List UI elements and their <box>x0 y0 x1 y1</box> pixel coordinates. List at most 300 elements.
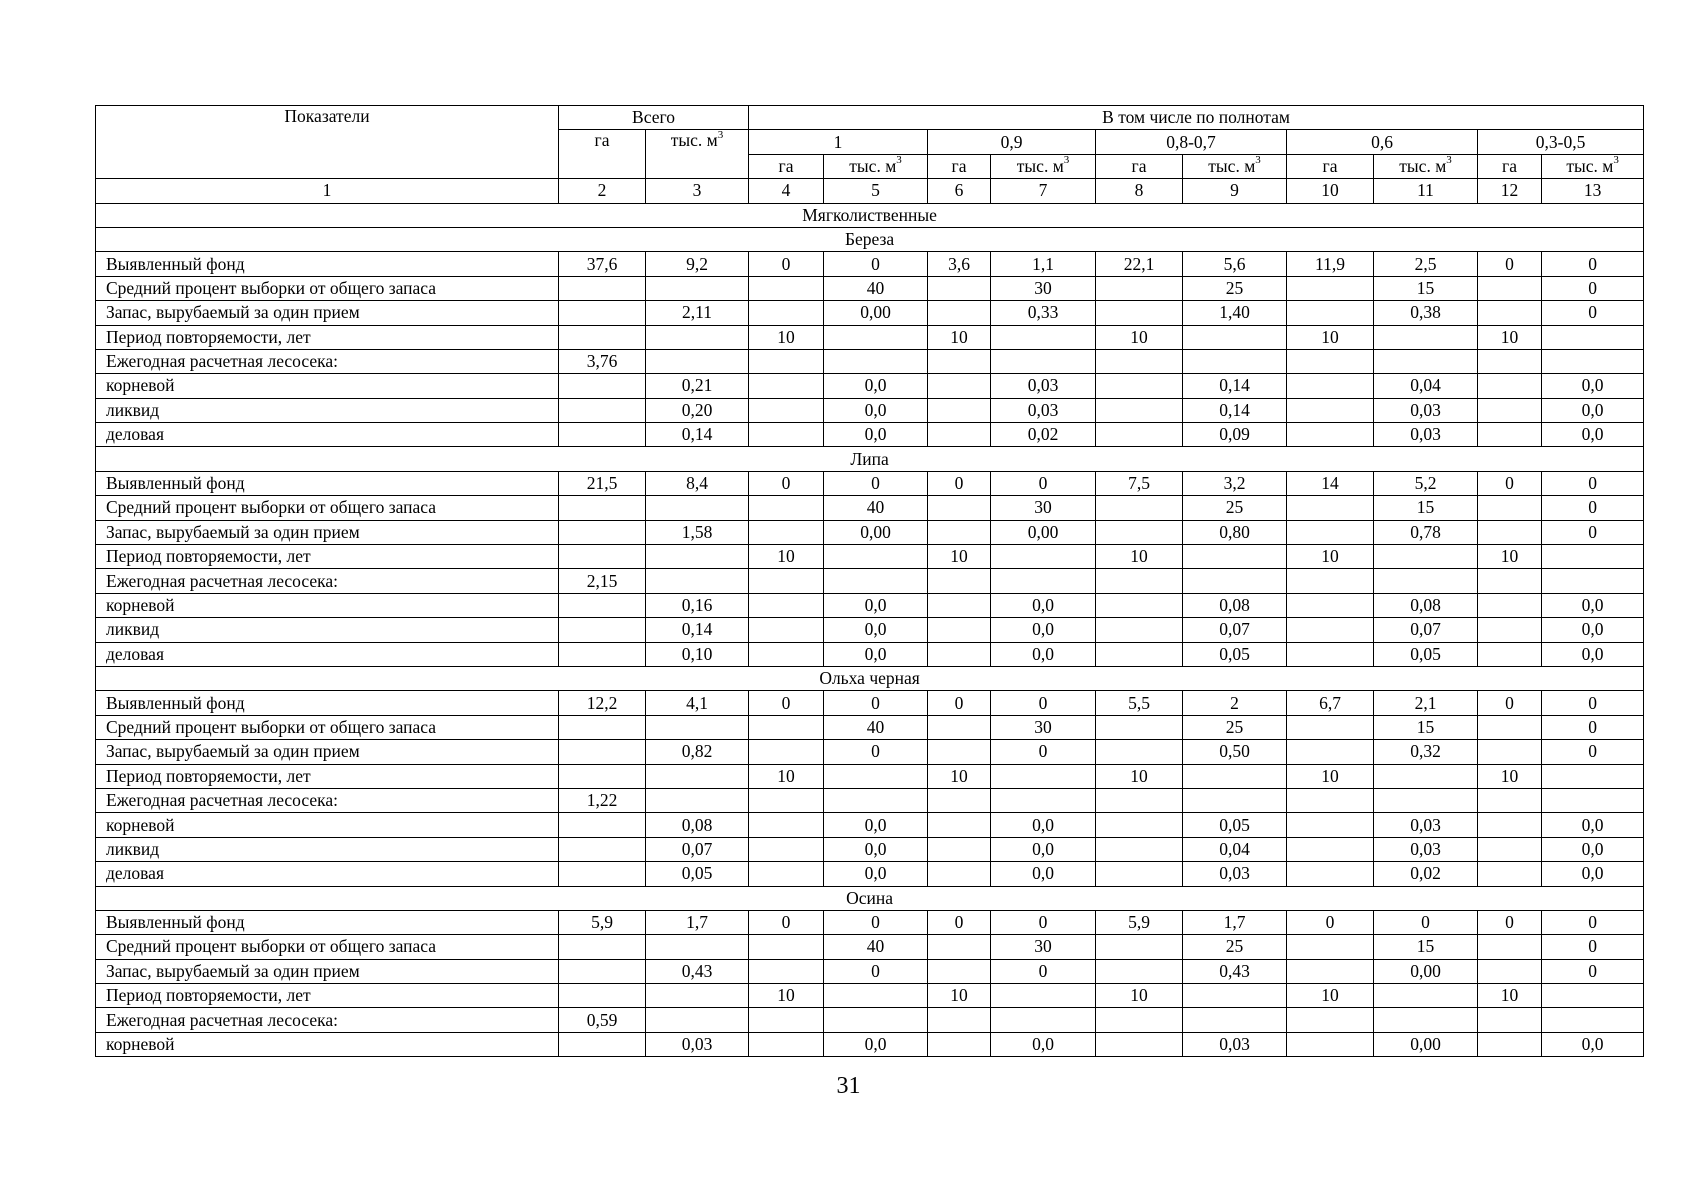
header-total-ha: га <box>559 130 646 179</box>
table-cell <box>1478 1008 1542 1032</box>
header-vol-4: тыс. $м^3$ <box>1374 154 1478 178</box>
table-cell <box>1478 813 1542 837</box>
table-cell <box>1096 788 1183 812</box>
table-cell: 0,0 <box>824 1032 928 1056</box>
table-cell <box>1287 276 1374 300</box>
table-cell: 0,0 <box>824 423 928 447</box>
table-cell: 0,03 <box>1374 398 1478 422</box>
table-cell <box>1287 1008 1374 1032</box>
table-cell <box>824 764 928 788</box>
col-number: 6 <box>928 179 991 203</box>
table-cell: 10 <box>928 764 991 788</box>
row-label: Ежегодная расчетная лесосека: <box>96 569 559 593</box>
table-cell <box>559 618 646 642</box>
table-cell: 1,1 <box>991 252 1096 276</box>
table-row <box>96 618 1644 642</box>
table-cell <box>991 545 1096 569</box>
table-cell: 10 <box>749 545 824 569</box>
table-row <box>96 349 1644 373</box>
table-cell <box>1478 959 1542 983</box>
table-row <box>96 520 1644 544</box>
table-cell <box>928 740 991 764</box>
table-cell <box>749 1032 824 1056</box>
table-cell <box>1287 715 1374 739</box>
table-cell: 0 <box>928 471 991 495</box>
table-cell <box>1287 837 1374 861</box>
table-cell <box>1478 349 1542 373</box>
table-cell <box>749 496 824 520</box>
table-cell <box>824 545 928 569</box>
table-cell: 0,07 <box>1183 618 1287 642</box>
col-number: 10 <box>1287 179 1374 203</box>
table-cell <box>1096 423 1183 447</box>
table-cell: 0,16 <box>646 593 749 617</box>
table-cell: 0 <box>824 959 928 983</box>
table-cell <box>559 642 646 666</box>
table-cell <box>646 325 749 349</box>
table-cell: 3,76 <box>559 349 646 373</box>
table-cell <box>1374 1008 1478 1032</box>
table-cell <box>1478 496 1542 520</box>
table-cell: 7,5 <box>1096 471 1183 495</box>
col-number: 2 <box>559 179 646 203</box>
table-cell <box>991 764 1096 788</box>
table-cell: 12,2 <box>559 691 646 715</box>
row-label: корневой <box>96 593 559 617</box>
table-cell <box>559 715 646 739</box>
table-cell <box>749 423 824 447</box>
table-cell: 15 <box>1374 715 1478 739</box>
row-label: Выявленный фонд <box>96 691 559 715</box>
table-row <box>96 862 1644 886</box>
table-cell: 2 <box>1183 691 1287 715</box>
table-cell <box>1096 642 1183 666</box>
table-cell <box>928 935 991 959</box>
table-cell <box>749 276 824 300</box>
table-cell: 0 <box>991 471 1096 495</box>
table-cell <box>1374 984 1478 1008</box>
forest-data-table <box>95 105 1644 1057</box>
table-cell: 10 <box>749 984 824 1008</box>
table-cell: 10 <box>928 545 991 569</box>
table-cell: 0,0 <box>824 862 928 886</box>
table-cell <box>1374 349 1478 373</box>
table-cell: 0 <box>1478 691 1542 715</box>
table-cell <box>1287 813 1374 837</box>
table-cell <box>928 301 991 325</box>
table-cell <box>1096 520 1183 544</box>
table-cell <box>749 959 824 983</box>
table-cell: 0,07 <box>1374 618 1478 642</box>
table-cell <box>1096 349 1183 373</box>
table-cell <box>1478 862 1542 886</box>
table-cell <box>559 496 646 520</box>
table-cell <box>1374 569 1478 593</box>
row-label: Период повторяемости, лет <box>96 325 559 349</box>
table-cell: 0,03 <box>1374 813 1478 837</box>
table-cell: 21,5 <box>559 471 646 495</box>
table-cell <box>1096 813 1183 837</box>
table-cell: 0,03 <box>1374 423 1478 447</box>
table-cell <box>559 862 646 886</box>
table-cell <box>928 496 991 520</box>
table-cell <box>1287 618 1374 642</box>
table-cell <box>1374 764 1478 788</box>
table-cell <box>1287 935 1374 959</box>
table-cell: 40 <box>824 935 928 959</box>
row-label: Запас, вырубаемый за один прием <box>96 959 559 983</box>
table-cell <box>1096 740 1183 764</box>
table-cell: 0,0 <box>991 862 1096 886</box>
table-cell: 0,03 <box>1183 1032 1287 1056</box>
table-cell: 1,58 <box>646 520 749 544</box>
table-cell <box>1183 984 1287 1008</box>
table-cell <box>928 398 991 422</box>
table-cell <box>1183 569 1287 593</box>
table-cell: 30 <box>991 496 1096 520</box>
row-label: ликвид <box>96 398 559 422</box>
table-row <box>96 837 1644 861</box>
table-row <box>96 569 1644 593</box>
table-cell <box>559 935 646 959</box>
table-cell <box>928 1008 991 1032</box>
species-heading-row <box>96 666 1644 690</box>
header-density-3: 0,8-0,7 <box>1096 130 1287 154</box>
table-cell: 0 <box>1542 691 1644 715</box>
table-cell: 30 <box>991 715 1096 739</box>
table-cell: 0,03 <box>646 1032 749 1056</box>
table-cell <box>646 1008 749 1032</box>
header-density-1: 1 <box>749 130 928 154</box>
header-density-2: 0,9 <box>928 130 1096 154</box>
col-number: 1 <box>96 179 559 203</box>
table-cell <box>1374 325 1478 349</box>
table-cell: 0 <box>749 910 824 934</box>
table-row <box>96 374 1644 398</box>
table-cell <box>1287 593 1374 617</box>
table-row <box>96 910 1644 934</box>
table-cell <box>824 1008 928 1032</box>
table-cell <box>928 618 991 642</box>
table-cell: 0,78 <box>1374 520 1478 544</box>
table-cell: 0,10 <box>646 642 749 666</box>
table-cell <box>749 349 824 373</box>
table-cell: 0 <box>1542 252 1644 276</box>
table-cell <box>1096 837 1183 861</box>
header-vol-1: тыс. $м^3$ <box>824 154 928 178</box>
table-cell <box>646 276 749 300</box>
table-cell: 2,5 <box>1374 252 1478 276</box>
table-cell: 0,0 <box>1542 398 1644 422</box>
table-cell: 0,08 <box>1183 593 1287 617</box>
table-row <box>96 1008 1644 1032</box>
table-cell: 0,20 <box>646 398 749 422</box>
table-cell: 0,0 <box>1542 593 1644 617</box>
table-cell: 0 <box>824 910 928 934</box>
table-cell <box>559 374 646 398</box>
table-cell: 0,14 <box>646 618 749 642</box>
table-cell <box>1287 301 1374 325</box>
table-cell <box>1096 374 1183 398</box>
table-cell: 0,00 <box>824 520 928 544</box>
table-cell <box>646 764 749 788</box>
table-cell: 0,0 <box>1542 374 1644 398</box>
row-label: деловая <box>96 642 559 666</box>
table-cell: 0,0 <box>991 618 1096 642</box>
table-cell <box>1374 788 1478 812</box>
table-cell <box>1096 276 1183 300</box>
table-cell: 10 <box>1478 545 1542 569</box>
table-row <box>96 984 1644 1008</box>
table-cell: 0,59 <box>559 1008 646 1032</box>
table-cell: 40 <box>824 496 928 520</box>
table-cell <box>824 349 928 373</box>
table-cell <box>1478 569 1542 593</box>
table-cell: 0,05 <box>1374 642 1478 666</box>
table-row <box>96 959 1644 983</box>
table-cell: 10 <box>1287 545 1374 569</box>
row-label: Ежегодная расчетная лесосека: <box>96 1008 559 1032</box>
table-cell: 11,9 <box>1287 252 1374 276</box>
table-cell: 0,0 <box>824 618 928 642</box>
table-cell: 40 <box>824 715 928 739</box>
table-cell <box>928 569 991 593</box>
table-cell: 10 <box>749 325 824 349</box>
table-cell <box>1096 935 1183 959</box>
header-density-4: 0,6 <box>1287 130 1478 154</box>
table-cell: 0 <box>824 252 928 276</box>
table-cell <box>991 1008 1096 1032</box>
table-cell: 0 <box>749 252 824 276</box>
header-vol-5: тыс. $м^3$ <box>1542 154 1644 178</box>
table-cell: 0 <box>749 471 824 495</box>
table-cell: 0,33 <box>991 301 1096 325</box>
table-row <box>96 398 1644 422</box>
row-label: Выявленный фонд <box>96 471 559 495</box>
table-cell: 0 <box>991 959 1096 983</box>
table-cell <box>1478 520 1542 544</box>
row-label: ликвид <box>96 618 559 642</box>
table-cell <box>559 398 646 422</box>
table-cell <box>1478 715 1542 739</box>
header-total-vol: тыс. $м^3$ <box>646 130 749 179</box>
table-cell <box>928 276 991 300</box>
table-cell <box>991 788 1096 812</box>
table-cell <box>824 788 928 812</box>
table-cell <box>1542 569 1644 593</box>
header-ha-4: га <box>1287 154 1374 178</box>
table-cell <box>1096 1008 1183 1032</box>
header-ha-1: га <box>749 154 824 178</box>
table-cell: 0,03 <box>991 398 1096 422</box>
row-label: Период повторяемости, лет <box>96 984 559 1008</box>
table-cell <box>1542 788 1644 812</box>
table-cell <box>1478 740 1542 764</box>
table-cell <box>749 374 824 398</box>
table-body <box>96 106 1644 1057</box>
table-cell: 0 <box>1478 252 1542 276</box>
table-cell: 0,21 <box>646 374 749 398</box>
row-label: Выявленный фонд <box>96 910 559 934</box>
table-row <box>96 715 1644 739</box>
col-number: 11 <box>1374 179 1478 203</box>
table-cell: 10 <box>928 984 991 1008</box>
species-name: Береза <box>96 227 1644 251</box>
table-cell: 10 <box>1478 325 1542 349</box>
table-cell <box>991 984 1096 1008</box>
page-number: 31 <box>836 1073 861 1099</box>
table-cell <box>1287 374 1374 398</box>
table-cell <box>928 788 991 812</box>
col-number: 12 <box>1478 179 1542 203</box>
table-cell: 5,9 <box>559 910 646 934</box>
table-row <box>96 642 1644 666</box>
header-vol-2: тыс. $м^3$ <box>991 154 1096 178</box>
table-cell: 0,0 <box>1542 618 1644 642</box>
table-cell <box>824 325 928 349</box>
table-cell <box>559 276 646 300</box>
table-cell: 0,0 <box>1542 862 1644 886</box>
table-cell: 0,80 <box>1183 520 1287 544</box>
table-row <box>96 423 1644 447</box>
table-cell: 0,0 <box>1542 642 1644 666</box>
row-label: Выявленный фонд <box>96 252 559 276</box>
table-cell: 0 <box>1542 496 1644 520</box>
table-cell: 0,08 <box>1374 593 1478 617</box>
table-cell: 10 <box>1478 764 1542 788</box>
table-cell <box>559 423 646 447</box>
table-cell <box>1542 1008 1644 1032</box>
table-cell: 2,11 <box>646 301 749 325</box>
table-cell: 0,82 <box>646 740 749 764</box>
table-cell <box>749 398 824 422</box>
table-cell: 22,1 <box>1096 252 1183 276</box>
table-cell <box>1287 1032 1374 1056</box>
table-cell: 0 <box>1542 935 1644 959</box>
table-cell: 15 <box>1374 496 1478 520</box>
table-cell <box>1542 764 1644 788</box>
table-cell <box>1478 423 1542 447</box>
table-cell: 0,0 <box>991 593 1096 617</box>
table-row <box>96 325 1644 349</box>
table-cell: 1,22 <box>559 788 646 812</box>
table-cell <box>559 837 646 861</box>
table-cell <box>646 715 749 739</box>
table-cell <box>559 325 646 349</box>
table-cell <box>928 374 991 398</box>
table-cell <box>1542 349 1644 373</box>
row-label: Запас, вырубаемый за один прием <box>96 740 559 764</box>
table-cell: 0 <box>928 691 991 715</box>
table-cell: 0,02 <box>991 423 1096 447</box>
table-cell: 0 <box>1374 910 1478 934</box>
table-cell: 0,0 <box>991 837 1096 861</box>
table-cell: 0 <box>1542 276 1644 300</box>
table-row <box>96 764 1644 788</box>
table-cell: 25 <box>1183 276 1287 300</box>
table-cell <box>1478 301 1542 325</box>
table-row <box>96 1032 1644 1056</box>
table-cell: 0,43 <box>1183 959 1287 983</box>
table-cell: 0,0 <box>991 642 1096 666</box>
table-cell <box>749 593 824 617</box>
table-cell: 10 <box>1287 764 1374 788</box>
table-cell <box>1287 642 1374 666</box>
table-row <box>96 813 1644 837</box>
table-cell: 15 <box>1374 935 1478 959</box>
table-cell: 0 <box>1542 910 1644 934</box>
table-cell <box>1478 374 1542 398</box>
col-number: 5 <box>824 179 928 203</box>
header-by-density: В том числе по полнотам <box>749 106 1644 130</box>
table-cell: 10 <box>1287 325 1374 349</box>
table-cell: 10 <box>1096 984 1183 1008</box>
table-cell <box>1287 959 1374 983</box>
header-density-5: 0,3-0,5 <box>1478 130 1644 154</box>
table-cell: 0,43 <box>646 959 749 983</box>
table-cell <box>928 520 991 544</box>
row-label: Ежегодная расчетная лесосека: <box>96 349 559 373</box>
table-cell: 10 <box>1096 325 1183 349</box>
table-cell: 0,05 <box>1183 642 1287 666</box>
table-cell: 0 <box>991 691 1096 715</box>
table-cell: 0,04 <box>1183 837 1287 861</box>
table-cell: 0 <box>1542 740 1644 764</box>
species-heading-row <box>96 227 1644 251</box>
table-cell <box>1096 959 1183 983</box>
table-row <box>96 593 1644 617</box>
table-cell: 0 <box>991 740 1096 764</box>
table-cell: 0,0 <box>824 593 928 617</box>
table-row <box>96 788 1644 812</box>
table-cell <box>749 740 824 764</box>
table-cell <box>928 959 991 983</box>
table-cell: 14 <box>1287 471 1374 495</box>
table-cell: 2,1 <box>1374 691 1478 715</box>
table-cell: 0,04 <box>1374 374 1478 398</box>
table-cell: 0,00 <box>991 520 1096 544</box>
table-cell <box>1542 325 1644 349</box>
table-cell <box>559 984 646 1008</box>
table-cell: 0 <box>824 740 928 764</box>
table-cell <box>1478 837 1542 861</box>
table-cell: 0,02 <box>1374 862 1478 886</box>
table-cell: 10 <box>1096 545 1183 569</box>
table-cell <box>1287 788 1374 812</box>
table-cell: 0,00 <box>1374 1032 1478 1056</box>
table-cell <box>559 545 646 569</box>
table-cell <box>928 1032 991 1056</box>
table-cell: 3,6 <box>928 252 991 276</box>
table-cell: 0,09 <box>1183 423 1287 447</box>
table-cell: 0,00 <box>1374 959 1478 983</box>
table-cell <box>1287 349 1374 373</box>
col-number: 3 <box>646 179 749 203</box>
table-cell: 0,0 <box>824 374 928 398</box>
table-cell: 0,0 <box>991 1032 1096 1056</box>
table-cell: 0 <box>1542 715 1644 739</box>
table-cell <box>991 569 1096 593</box>
table-cell <box>749 788 824 812</box>
table-cell <box>1478 642 1542 666</box>
table-cell: 0 <box>1542 520 1644 544</box>
table-cell: 0,14 <box>1183 398 1287 422</box>
table-cell: 30 <box>991 935 1096 959</box>
header-row-1 <box>96 106 1644 130</box>
row-label: Запас, вырубаемый за один прием <box>96 520 559 544</box>
table-cell <box>1183 764 1287 788</box>
table-cell <box>1478 618 1542 642</box>
